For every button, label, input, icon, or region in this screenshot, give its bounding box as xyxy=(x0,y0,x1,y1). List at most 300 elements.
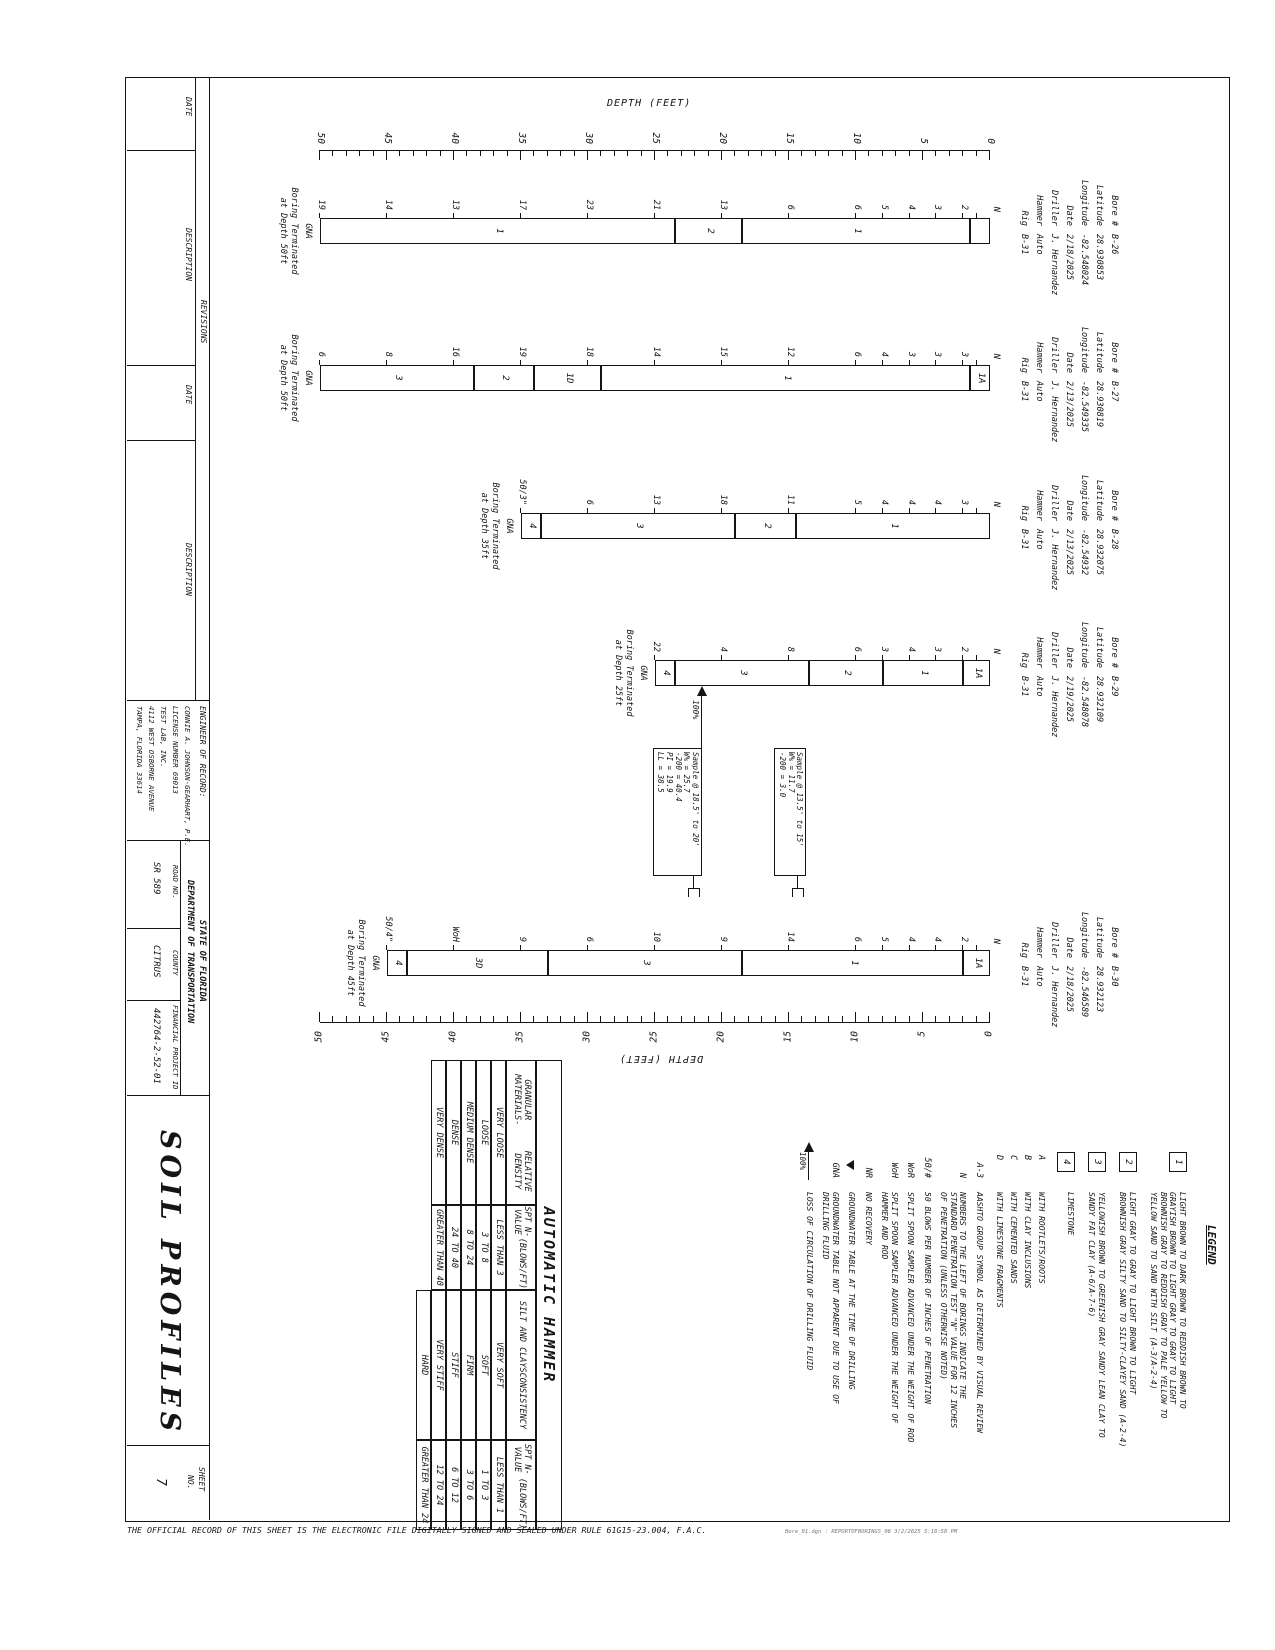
legend-soil-symbol: 2 xyxy=(1119,1152,1137,1172)
revisions-divider-2 xyxy=(127,365,196,366)
soil-layer-label: 1 xyxy=(848,960,859,966)
spt-n-value: 22 xyxy=(651,641,661,652)
depth-ruler-label: 10 xyxy=(849,1031,861,1043)
depth-ruler-label: 45 xyxy=(382,132,393,144)
soil-layer-label: 1 xyxy=(781,375,792,381)
legend-soil-text: LIMESTONE xyxy=(1066,1192,1075,1236)
spt-n-value: 3 xyxy=(905,351,916,357)
soil-layer-label: 3 xyxy=(634,523,645,529)
spt-n-value: 3 xyxy=(959,499,970,505)
bore-info-value: B-30 xyxy=(1109,966,1119,987)
spt-n-value: 13 xyxy=(718,199,728,210)
bore-info-value: J. Hernandez xyxy=(1049,381,1059,443)
spt-n-value: 3 xyxy=(932,646,943,652)
legend-note-symbol: A-3 xyxy=(974,1162,984,1178)
state-block-end xyxy=(127,1095,210,1096)
bore-info-value: B-31 xyxy=(1019,966,1029,987)
spt-n-tick xyxy=(721,508,722,513)
gna-label: GNA xyxy=(504,518,514,534)
depth-ruler-tick xyxy=(359,150,360,156)
legend-letter-text: WITH LIMESTONE FRAGMENTS xyxy=(995,1192,1004,1308)
hammer-header-line: GRANULAR MATERIALS- xyxy=(512,1074,532,1126)
spt-n-value: 19 xyxy=(316,199,326,210)
depth-ruler-tick xyxy=(346,150,347,156)
spt-n-value: 4 xyxy=(905,646,916,652)
spt-n-tick xyxy=(587,213,588,218)
title-strip-top-line xyxy=(209,77,210,1520)
legend-note-text: GROUNDWATER TABLE NOT APPARENT DUE TO USE OF xyxy=(831,1192,840,1404)
sample-callout-line: -200 = 40.4 xyxy=(673,752,683,802)
bore-info-label: Rig xyxy=(1019,505,1029,521)
hammer-granular-row-value-cell: GREATER THAN 40 xyxy=(431,1205,446,1290)
sample-callout-leader xyxy=(797,876,798,888)
depth-ruler-tick xyxy=(976,150,977,156)
depth-ruler-tick xyxy=(453,1012,454,1022)
soil-layer-label: 4 xyxy=(393,960,404,966)
spt-n-value: 5 xyxy=(878,204,889,210)
title-block-end xyxy=(127,1445,210,1446)
spt-n-value: 23 xyxy=(584,199,594,210)
spt-n-value: 14 xyxy=(785,931,795,942)
spt-n-value: 9 xyxy=(718,936,728,942)
spt-n-tick xyxy=(520,508,521,513)
depth-ruler-tick xyxy=(989,1012,990,1022)
spt-n-tick xyxy=(520,360,521,365)
bore-info-value: 28.932109 xyxy=(1094,676,1104,723)
spt-n-tick xyxy=(882,213,883,218)
spt-n-tick xyxy=(962,360,963,365)
revisions-col-desc-1: DESCRIPTION xyxy=(184,228,193,281)
hammer-header-line: SPT N-VALUE xyxy=(512,1444,532,1475)
sample-interval-bracket xyxy=(688,888,700,897)
depth-ruler-tick xyxy=(868,1016,869,1022)
legend-note-symbol: WoR xyxy=(905,1162,916,1178)
depth-ruler-tick xyxy=(761,150,762,156)
legend-note-text: STANDARD PENETRATION TEST "N" VALUE FOR 12 INCHES xyxy=(949,1192,958,1429)
soil-layer-label: 1 xyxy=(852,228,862,234)
gna-label: GNA xyxy=(370,955,380,971)
depth-ruler-tick xyxy=(842,1016,843,1022)
spt-n-value: 4 xyxy=(905,499,916,505)
legend-note-text: NO RECOVERY xyxy=(864,1192,873,1245)
spt-n-value: 21 xyxy=(651,199,661,210)
bore-info-label: Driller xyxy=(1049,190,1059,226)
bore-info-label: Hammer xyxy=(1034,637,1044,668)
spt-n-tick xyxy=(788,655,789,660)
depth-ruler-label: 30 xyxy=(583,132,594,144)
revisions-header-line xyxy=(195,78,196,700)
spt-n-tick xyxy=(520,945,521,950)
spt-n-tick xyxy=(882,508,883,513)
spt-n-tick xyxy=(935,360,936,365)
bore-info-label: Driller xyxy=(1049,337,1059,373)
bore-info-label: Hammer xyxy=(1034,490,1044,521)
spt-n-tick xyxy=(788,945,789,950)
depth-axis-label: DEPTH (FEET) xyxy=(618,1053,703,1064)
depth-ruler-tick xyxy=(775,1016,776,1022)
legend-soil-text: YELLOW SAND TO SAND WITH SILT (A-3/A-2-4) xyxy=(1149,1192,1159,1390)
legend-header: LEGEND xyxy=(1205,1225,1218,1265)
revisions-col-desc-2: DESCRIPTION xyxy=(184,543,193,596)
spt-n-value: 2 xyxy=(959,936,970,942)
spt-n-value: 3 xyxy=(878,646,889,652)
loss-circulation-arrowhead-icon xyxy=(804,1142,814,1152)
bore-info-value: Auto xyxy=(1034,234,1044,255)
termination-note-line2: at Depth 45ft xyxy=(345,929,355,997)
bore-info-value: 2/19/2025 xyxy=(1064,676,1074,723)
spt-n-value: 50/3" xyxy=(517,479,527,505)
spt-n-value: 17 xyxy=(517,199,527,210)
legend-soil-symbol: 4 xyxy=(1057,1152,1075,1172)
depth-ruler-tick xyxy=(547,150,548,156)
state-line-2: DEPARTMENT OF TRANSPORTATION xyxy=(185,880,195,1024)
spt-n-value: 6 xyxy=(852,936,862,942)
depth-ruler-label: 45 xyxy=(380,1031,392,1043)
bore-info-value: B-29 xyxy=(1109,676,1119,697)
bore-info-value: -82.549335 xyxy=(1079,381,1089,433)
hammer-table-header-cell xyxy=(506,1205,536,1290)
termination-note-line1: Boring Terminated xyxy=(289,187,299,275)
depth-ruler-tick xyxy=(801,1016,802,1022)
depth-ruler-tick xyxy=(654,1012,655,1022)
hammer-header-line: SPT N-VALUE xyxy=(512,1206,532,1238)
gna-label: GNA xyxy=(303,370,313,386)
depth-ruler-tick xyxy=(842,150,843,156)
bore-info-value: 28.930853 xyxy=(1094,234,1104,281)
spt-n-value: 9 xyxy=(517,936,527,942)
depth-ruler-tick xyxy=(989,150,990,160)
bore-info-value: 28.932075 xyxy=(1094,529,1104,576)
spt-n-tick xyxy=(721,213,722,218)
spt-n-tick xyxy=(587,508,588,513)
spt-n-value: 2 xyxy=(959,646,970,652)
depth-ruler-label: 20 xyxy=(717,132,728,144)
depth-ruler-tick xyxy=(574,1016,575,1022)
bore-info-label: Longitude xyxy=(1079,911,1089,958)
termination-note-line1: Boring Terminated xyxy=(490,482,500,570)
depth-ruler-tick xyxy=(574,150,575,156)
bore-info-value: B-31 xyxy=(1019,529,1029,550)
spt-n-tick xyxy=(654,655,655,660)
spt-n-tick xyxy=(909,213,910,218)
depth-ruler-label: 20 xyxy=(715,1031,727,1043)
legend-note-text: AASHTO GROUP SYMBOL AS DETERMINED BY VISUAL REVIEW xyxy=(975,1192,984,1433)
depth-ruler-tick xyxy=(493,1016,494,1022)
spt-n-value: 10 xyxy=(651,931,661,942)
legend-soil-text: SANDY FAT CLAY (A-6/A-7-6) xyxy=(1087,1192,1097,1318)
hammer-silt-row-value-cell: 6 TO 12 xyxy=(446,1440,461,1530)
fpid-value: 442764-2-52-01 xyxy=(151,1008,161,1084)
depth-ruler-label: 5 xyxy=(916,1031,928,1037)
road-divider-2 xyxy=(127,1000,181,1001)
legend-letter-symbol: D xyxy=(994,1155,1004,1161)
depth-ruler-tick xyxy=(440,1016,441,1022)
depth-ruler-label: 35 xyxy=(514,1031,526,1043)
legend-note-text: NUMBERS TO THE LEFT OF BORINGS INDICATE THE xyxy=(958,1192,968,1400)
depth-ruler-label: 35 xyxy=(516,132,527,144)
depth-ruler-tick xyxy=(627,1016,628,1022)
spt-n-tick xyxy=(909,508,910,513)
legend-letter-text: WITH CEMENTED SANDS xyxy=(1009,1192,1018,1284)
hammer-table-title-cell: AUTOMATIC HAMMER xyxy=(536,1060,562,1530)
legend-note-symbol: N xyxy=(957,1172,968,1178)
spt-n-value: 13 xyxy=(450,199,460,210)
legend-letter-symbol: B xyxy=(1022,1155,1032,1161)
sheet-no-label-2: NO. xyxy=(186,1475,195,1490)
spt-n-tick xyxy=(962,508,963,513)
revisions-block-end xyxy=(127,700,210,701)
bore-info-value: -82.548024 xyxy=(1079,234,1089,286)
depth-ruler-tick xyxy=(399,1016,400,1022)
depth-ruler-tick xyxy=(667,150,668,156)
hammer-granular-row-cell: VERY DENSE xyxy=(431,1060,446,1205)
bore-info-value: 2/13/2025 xyxy=(1064,529,1074,576)
bore-info-value: B-31 xyxy=(1019,676,1029,697)
termination-note-line1: Boring Terminated xyxy=(289,334,299,422)
depth-ruler-tick xyxy=(480,1016,481,1022)
spt-n-value: 6 xyxy=(852,646,862,652)
revisions-divider-3 xyxy=(127,440,196,441)
loss-circulation-leader-icon xyxy=(808,1152,809,1180)
legend-note-symbol: 50/# xyxy=(922,1157,932,1178)
soil-layer-label: 1 xyxy=(888,523,899,529)
depth-ruler-tick xyxy=(748,150,749,156)
depth-ruler-tick xyxy=(600,150,601,156)
hammer-granular-row-cell: VERY LOOSE xyxy=(491,1060,506,1205)
legend-note-symbol: 100% xyxy=(798,1152,807,1171)
spt-n-tick xyxy=(453,213,454,218)
sample-callout-leader xyxy=(693,876,694,888)
soil-layer-label: 2 xyxy=(841,670,852,676)
engineer-line-1: CONNIE A. JOHNSON-GEARHART, P.E. xyxy=(183,706,192,847)
spt-n-value: 4 xyxy=(932,936,943,942)
soil-layer-label: 4 xyxy=(661,670,672,676)
spt-n-tick xyxy=(855,655,856,660)
state-line-1: STATE OF FLORIDA xyxy=(197,920,207,1002)
spt-n-value: 6 xyxy=(584,936,594,942)
depth-ruler-tick xyxy=(399,150,400,156)
spt-n-tick xyxy=(935,213,936,218)
bore-info-label: Date xyxy=(1064,500,1074,521)
bore-info-value: 2/13/2025 xyxy=(1064,381,1074,428)
plot-info-note: Bore_01.dgn : REPORTOFBORINGS_06 3/2/2025 5:10:58 PM xyxy=(785,1529,958,1535)
hammer-silt-row-value-cell: LESS THAN 1 xyxy=(491,1440,506,1530)
depth-ruler-tick xyxy=(507,1016,508,1022)
bore-info-label: Bore # xyxy=(1109,490,1119,521)
hammer-silt-row-value-cell: 1 TO 3 xyxy=(476,1440,491,1530)
spt-n-tick xyxy=(788,360,789,365)
hammer-table-header-cell xyxy=(506,1440,536,1530)
hammer-table-header-cell xyxy=(506,1290,536,1440)
bore-info-label: Hammer xyxy=(1034,927,1044,958)
spt-n-value: 6 xyxy=(584,499,594,505)
bore-info-label: Bore # xyxy=(1109,927,1119,958)
depth-ruler-tick xyxy=(721,1012,722,1022)
bore-info-value: 2/18/2025 xyxy=(1064,966,1074,1013)
spt-n-value: 5 xyxy=(852,499,862,505)
spt-n-tick xyxy=(386,945,387,950)
spt-n-value: 16 xyxy=(450,346,460,357)
depth-ruler-tick xyxy=(614,150,615,156)
sample-callout-line: LL = 38.5 xyxy=(656,752,666,793)
hammer-granular-row-value-cell: LESS THAN 3 xyxy=(491,1205,506,1290)
sample-callout-line: Sample @ 13.5' to 15' xyxy=(795,752,805,847)
depth-ruler-tick xyxy=(332,150,333,156)
depth-ruler-tick xyxy=(533,150,534,156)
spt-n-tick xyxy=(520,213,521,218)
depth-ruler-label: 40 xyxy=(449,132,460,144)
bore-info-value: J. Hernandez xyxy=(1049,234,1059,296)
depth-ruler-tick xyxy=(426,150,427,156)
bore-info-label: Driller xyxy=(1049,485,1059,521)
hammer-silt-row-cell: HARD xyxy=(416,1290,431,1440)
depth-ruler-tick xyxy=(828,1016,829,1022)
spt-n-value: 5 xyxy=(878,936,889,942)
spt-n-value: 6 xyxy=(785,204,795,210)
bore-info-label: Longitude xyxy=(1079,474,1089,521)
depth-ruler-tick xyxy=(882,1016,883,1022)
depth-ruler-tick xyxy=(641,150,642,156)
spt-n-value: 4 xyxy=(878,499,889,505)
spt-n-tick xyxy=(587,360,588,365)
depth-ruler-tick xyxy=(909,1016,910,1022)
spt-n-tick xyxy=(319,213,320,218)
depth-ruler-tick xyxy=(493,150,494,156)
depth-ruler-tick xyxy=(801,150,802,156)
depth-ruler-tick xyxy=(949,1016,950,1022)
hammer-granular-row-cell: DENSE xyxy=(446,1060,461,1205)
bore-info-label: Latitude xyxy=(1094,480,1104,521)
official-record-note: THE OFFICIAL RECORD OF THIS SHEET IS THE ELECTRONIC FILE DIGITALLY SIGNED AND SEALED UNDER RULE 61G15-23.004, F.A.C. xyxy=(127,1525,707,1535)
n-column-header: N xyxy=(991,648,1001,654)
hammer-header-line: CONSISTENCY xyxy=(516,1372,527,1429)
legend-soil-text: GRAYISH BROWN TO LIGHT GRAY TO GRAY TO LIGHT xyxy=(1168,1192,1178,1404)
bore-info-label: Rig xyxy=(1019,210,1029,226)
soil-layer-label: 3 xyxy=(393,375,404,381)
depth-ruler-tick xyxy=(775,150,776,156)
depth-ruler-tick xyxy=(909,150,910,156)
spt-n-value: 3 xyxy=(932,204,943,210)
depth-ruler-label: 5 xyxy=(918,138,929,144)
road-divider-1 xyxy=(127,928,181,929)
spt-n-tick xyxy=(654,213,655,218)
spt-n-tick xyxy=(654,508,655,513)
spt-n-tick xyxy=(909,655,910,660)
bore-info-value: B-28 xyxy=(1109,529,1119,550)
hammer-header-line: SILT AND CLAYS xyxy=(516,1301,527,1373)
depth-ruler-tick xyxy=(708,150,709,156)
bore-info-value: -82.54932 xyxy=(1079,529,1089,576)
depth-ruler-tick xyxy=(560,150,561,156)
depth-ruler-tick xyxy=(976,1016,977,1022)
depth-ruler-tick xyxy=(935,150,936,156)
depth-ruler-tick xyxy=(667,1016,668,1022)
revisions-header: REVISIONS xyxy=(199,300,208,344)
spt-n-tick xyxy=(935,508,936,513)
legend-note-text: OF PENETRATION (UNLESS OTHERWISE NOTED) xyxy=(939,1192,949,1380)
legend-soil-text: LIGHT GRAY TO GRAY TO LIGHT BROWN TO LIGHT xyxy=(1128,1192,1137,1395)
hammer-header-line: (BLOWS/FT) xyxy=(516,1237,527,1289)
depth-ruler-tick xyxy=(641,1016,642,1022)
loss-circulation-label: 100% xyxy=(690,700,700,720)
depth-ruler-tick xyxy=(547,1016,548,1022)
spt-n-value: 11 xyxy=(785,494,795,505)
soil-layer-label: 2 xyxy=(761,523,772,529)
bore-info-value: 28.930819 xyxy=(1094,381,1104,428)
depth-ruler-tick xyxy=(466,1016,467,1022)
spt-n-value: 2 xyxy=(959,204,970,210)
depth-ruler-tick xyxy=(373,1016,374,1022)
depth-ruler-tick xyxy=(748,1016,749,1022)
engineer-header: ENGINEER OF RECORD: xyxy=(198,706,207,798)
engineer-block-end xyxy=(127,840,210,841)
sheet-no-value: 7 xyxy=(153,1478,168,1486)
spt-n-tick xyxy=(882,945,883,950)
county-label: COUNTY xyxy=(171,950,179,976)
road-row-line xyxy=(180,840,181,1095)
bore-info-value: B-31 xyxy=(1019,381,1029,402)
spt-n-tick xyxy=(654,945,655,950)
soil-layer-label: 1D xyxy=(563,372,574,384)
bore-info-label: Latitude xyxy=(1094,185,1104,226)
road-no-label: ROAD NO. xyxy=(171,865,179,899)
bore-info-value: Auto xyxy=(1034,381,1044,402)
spt-n-tick xyxy=(386,360,387,365)
hammer-silt-row-cell: FIRM xyxy=(461,1290,476,1440)
depth-ruler-tick xyxy=(507,150,508,156)
depth-ruler-tick xyxy=(614,1016,615,1022)
spt-n-value: 12 xyxy=(785,346,795,357)
depth-ruler-tick xyxy=(560,1016,561,1022)
spt-n-tick xyxy=(909,360,910,365)
termination-note-line2: at Depth 50ft xyxy=(278,344,288,412)
legend-note-symbol: NR xyxy=(863,1167,873,1178)
depth-ruler-label: 50 xyxy=(313,1031,325,1043)
legend-note-text: LOSS OF CIRCULATION OF DRILLING FLUID xyxy=(805,1192,814,1371)
engineer-line-5: TAMPA, FLORIDA 33614 xyxy=(135,706,144,794)
spt-n-value: 3 xyxy=(932,351,943,357)
bore-info-label: Date xyxy=(1064,205,1074,226)
spt-n-value: 14 xyxy=(383,199,393,210)
legend-soil-symbol: 3 xyxy=(1088,1152,1106,1172)
depth-ruler-label: 25 xyxy=(650,132,661,144)
spt-n-value: 8 xyxy=(785,646,795,652)
legend-note-text: SPLIT SPOON SAMPLER ADVANCED UNDER THE WEIGHT OF ROD xyxy=(906,1192,916,1443)
spt-n-value: 50/4" xyxy=(383,916,393,942)
spt-n-value: 6 xyxy=(852,204,862,210)
spt-n-value: 6 xyxy=(852,351,862,357)
spt-n-value: 4 xyxy=(932,499,943,505)
legend-note-text: 50 BLOWS PER NUMBER OF INCHES OF PENETRATION xyxy=(923,1192,932,1404)
legend-soil-text: BROWNISH GRAY SILTY SAND TO SILTY-CLAYEY SAND (A-2-4) xyxy=(1118,1192,1128,1448)
termination-note-line2: at Depth 50ft xyxy=(278,197,288,265)
depth-ruler-tick xyxy=(466,150,467,156)
depth-ruler-tick xyxy=(922,150,923,160)
spt-n-value: 8 xyxy=(383,351,393,357)
bore-info-label: Longitude xyxy=(1079,326,1089,373)
bore-info-value: Auto xyxy=(1034,676,1044,697)
bore-info-label: Date xyxy=(1064,937,1074,958)
depth-ruler-tick xyxy=(413,150,414,156)
depth-ruler-tick xyxy=(373,150,374,156)
hammer-granular-row-cell: LOOSE xyxy=(476,1060,491,1205)
soil-layer-label: 1 xyxy=(493,228,504,234)
spt-n-tick xyxy=(935,945,936,950)
legend-note-text: HAMMER AND ROD xyxy=(880,1192,890,1260)
spt-n-value: 4 xyxy=(878,351,889,357)
depth-ruler-line xyxy=(320,1022,990,1023)
spt-n-tick xyxy=(882,360,883,365)
